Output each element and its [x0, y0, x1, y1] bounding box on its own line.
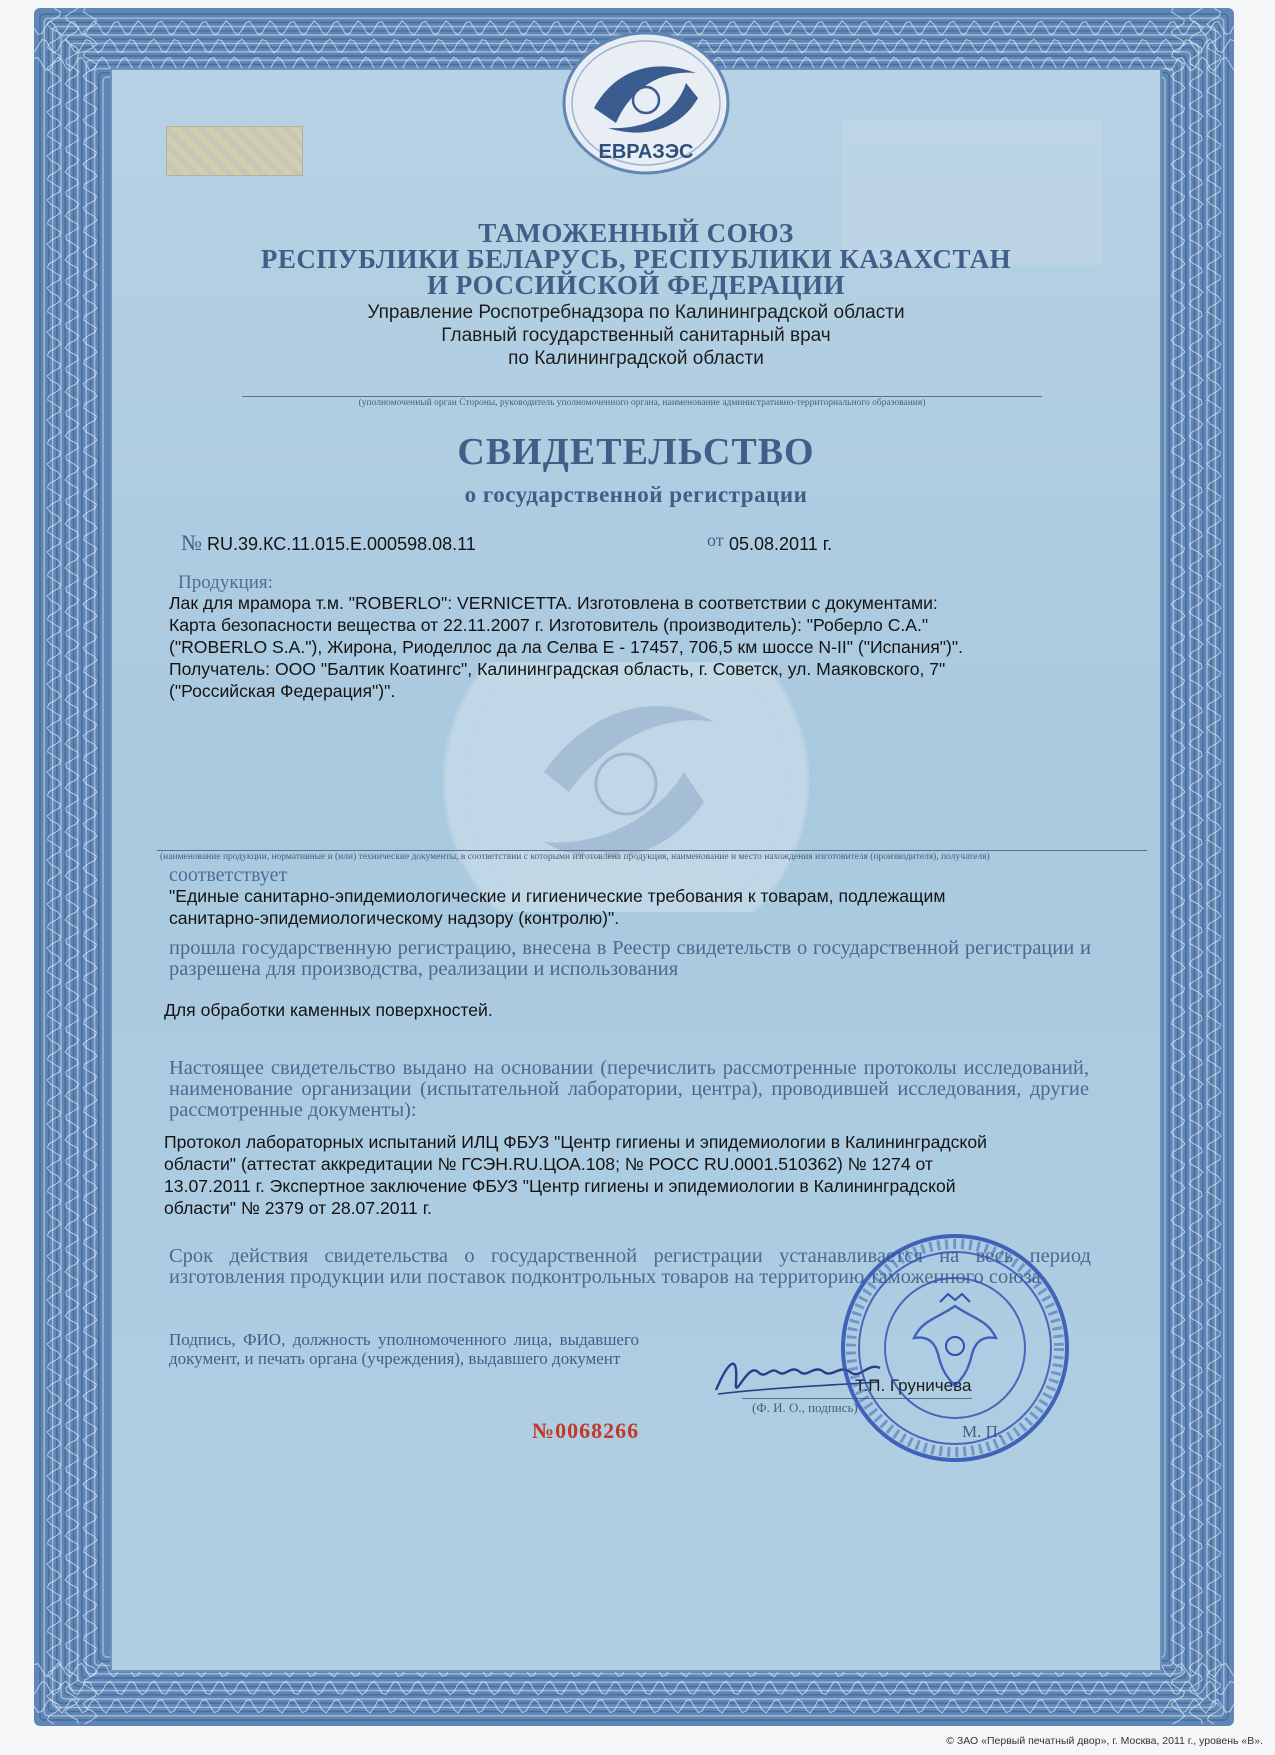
union-title-line2: РЕСПУБЛИКИ БЕЛАРУСЬ, РЕСПУБЛИКИ КАЗАХСТАН — [260, 244, 1012, 274]
footer-imprint: © ЗАО «Первый печатный двор», г. Москва, 2011 г., уровень «В». — [946, 1735, 1263, 1747]
certificate-frame — [34, 8, 1234, 1726]
conforms-label: соответствует — [169, 864, 288, 886]
basis-statement: Настоящее свидетельство выдано на основании (перечислить рассмотренные протоколы исследований, наименование организации (испытательной лаборатории, центра), проводившей исследования, другие рассмотренные документы): — [169, 1057, 1089, 1121]
product-label: Продукция: — [178, 572, 273, 593]
validity-statement: Срок действия свидетельства о государственной регистрации устанавливается на весь период изготовления продукции или поставок подконтрольных товаров на территорию таможенного союза — [169, 1245, 1091, 1288]
emblem-text: ЕВРАЗЭС — [598, 141, 694, 163]
authority-line2: Главный государственный санитарный врач — [441, 325, 831, 346]
usage-scope: Для обработки каменных поверхностей. — [164, 1000, 493, 1020]
name-caption: (Ф. И. О., подпись) — [752, 1400, 858, 1415]
product-description: Лак для мрамора т.м. "ROBERLO": VERNICETTA. Изготовлена в соответствии с документами: Карта безопасности вещества от 22.11.2007 г. Изготовитель (производитель): "Роберло С.А." ("ROBERLO S.A."), Жирона, Риоделлос да ла Селва Е - 17457, 706,5 км шоссе N-II" ("Испания")". Получатель: ООО "Балтик Коатингс", Калининградская область, г. Советск, ул. Маяковского, 7" ("Российская Федерация")". — [169, 593, 964, 701]
registration-date: 05.08.2011 г. — [729, 534, 833, 554]
stamp-mark: М. П. — [962, 1422, 1003, 1441]
union-title-line1: ТАМОЖЕННЫЙ СОЮЗ — [478, 218, 794, 248]
basis-details: Протокол лабораторных испытаний ИЛЦ ФБУЗ "Центр гигиены и эпидемиологии в Калининградской области" (аттестат аккредитации № ГСЭН.RU.ЦОА.108; № РОСС RU.0001.510362) № 1274 от 13.07.2011 г. Экспертное заключение ФБУЗ "Центр гигиены и эпидемиологии в Калининградской области" № 2379 от 28.07.2011 г. — [164, 1132, 987, 1218]
certificate-field — [110, 68, 1162, 1672]
number-label: № — [181, 530, 202, 555]
official-seal — [830, 1228, 1080, 1468]
eurasec-emblem — [546, 28, 746, 178]
product-rule — [157, 850, 1147, 851]
signature-label: Подпись, ФИО, должность уполномоченного лица, выдавшего документ, и печать органа (учреждения), выдавшего документ — [169, 1330, 639, 1368]
conforms-requirements: "Единые санитарно-эпидемиологические и гигиенические требования к товарам, подлежащим санитарно-эпидемиологическому надзору (контролю)". — [169, 886, 946, 928]
watermark-text: ЕВРАЗЭС — [516, 842, 736, 894]
hologram-strip — [166, 126, 303, 176]
registration-statement: прошла государственную регистрацию, внесена в Реестр свидетельств о государственной регистрации и разрешена для производства, реализации и использования — [169, 937, 1091, 980]
union-title-line3: И РОССИЙСКОЙ ФЕДЕРАЦИИ — [427, 270, 845, 300]
authority-line1: Управление Роспотребнадзора по Калининградской области — [367, 302, 905, 323]
signatory-name: Т.П. Груничева — [855, 1376, 972, 1395]
authority-line3: по Калининградской области — [508, 348, 764, 369]
serial-number: №0068266 — [532, 1418, 640, 1443]
authority-rule — [242, 396, 1042, 397]
registration-number: RU.39.КС.11.015.Е.000598.08.11 — [207, 534, 476, 554]
certificate-subtitle: о государственной регистрации — [464, 482, 808, 507]
date-label: от — [707, 530, 724, 550]
authority-caption: (уполномоченный орган Стороны, руководитель уполномоченного органа, наименование административно-территориального образования) — [358, 398, 926, 408]
certificate-title: СВИДЕТЕЛЬСТВО — [457, 431, 815, 473]
product-caption: (наименование продукции, нормативные и (или) технические документы, в соответствии с которыми изготовлена продукция, наименование и место нахождения изготовителя (производителя), получателя) — [160, 852, 990, 862]
